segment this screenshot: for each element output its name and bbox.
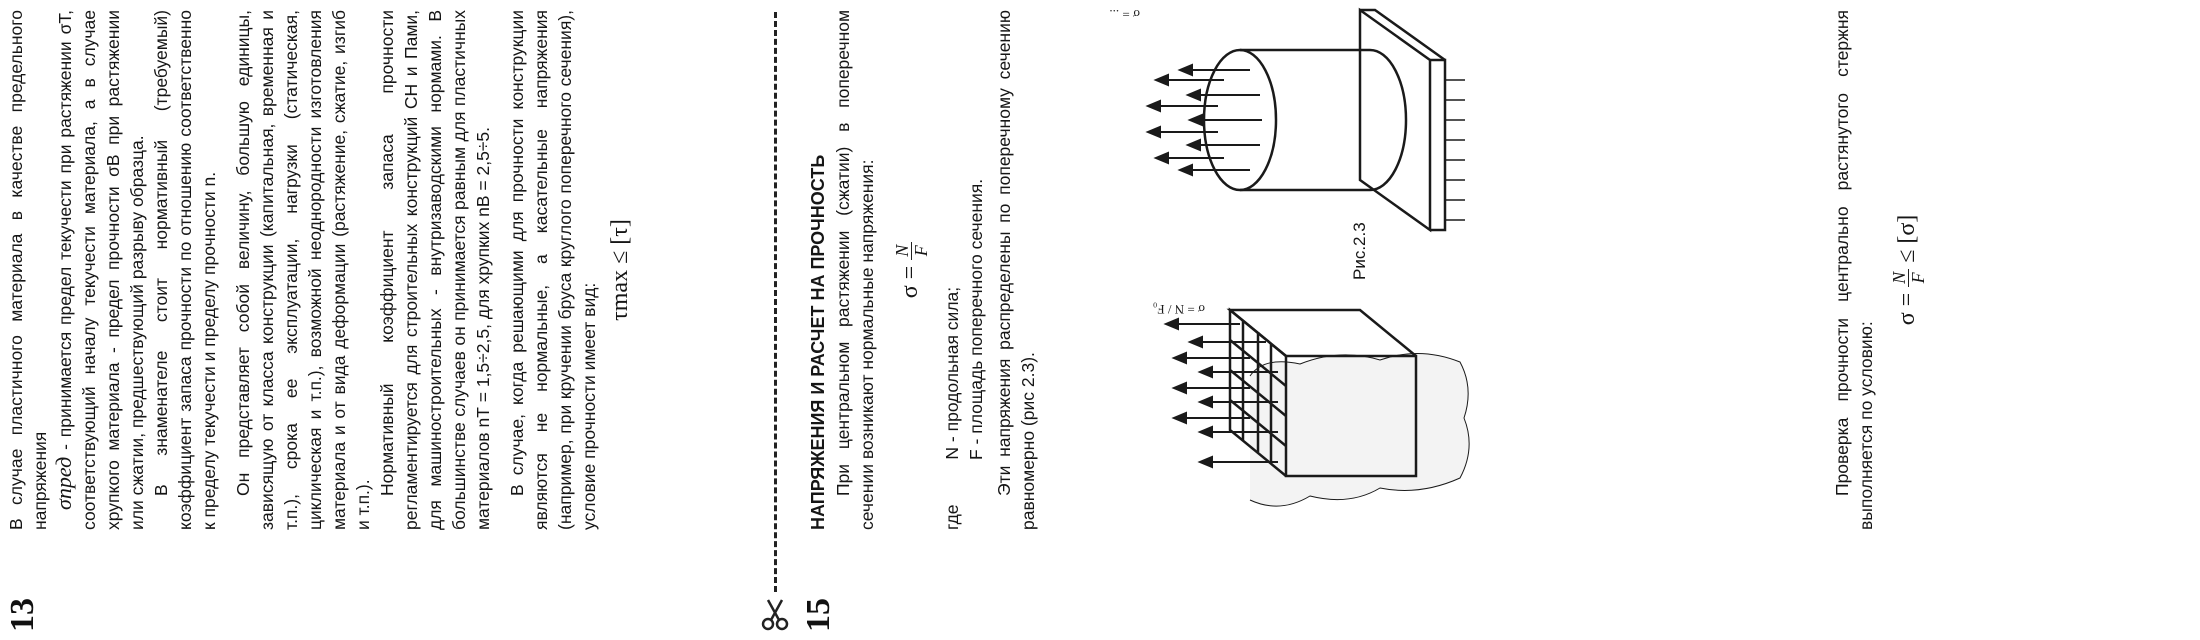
strength-condition-formula (1890, 10, 1927, 530)
definition-f: F - площадь поперечного сечения. (966, 178, 986, 460)
sigma-formula-numerator: N (893, 242, 912, 260)
block-figure (1230, 310, 1469, 506)
cylinder-arrows (1148, 65, 1262, 175)
s13-paragraph-4: Он представляет собой величину, большую единицы, зависящую от класса конструкции (капитальная, временная и т.п.), срока ее эксплуатации, нагрузки (статическая, циклическая и т.п.), возможной неоднородности изготовления материала и от вида деформации (растяжение, сжатие, изгиб и т.п.). (233, 10, 373, 530)
tau-formula: τmax ≤ [τ] (607, 219, 633, 321)
dashed-line (774, 12, 777, 592)
definition-n: N - продольная сила; (942, 286, 962, 460)
s15-paragraph-1: При центральном растяжении (сжатии) в поперечном сечении возникают нормальные напряжения: (833, 10, 877, 530)
strength-formula-denominator: F (1908, 272, 1928, 284)
s13-paragraph-3: В знаменателе стоит нормативный (требуемый) коэффициент запаса прочности по отношению соответственно к пределу текучести и пределу прочности n. (151, 10, 219, 530)
section-15-heading: НАПРЯЖЕНИЯ И РАСЧЕТ НА ПРОЧНОСТЬ (808, 154, 828, 530)
left-figure-formula: σ = N / F₀ (1152, 302, 1205, 317)
s13-paragraph-1: В случае пластичного материала в качестве предельного напряжения (6, 10, 50, 530)
strength-formula-numerator: N (1890, 269, 1909, 287)
plate-hatch (1445, 80, 1465, 220)
figure-caption: Рис.2.3 (1350, 222, 1369, 280)
section-15-number: 15 (800, 598, 837, 632)
sigma-formula (893, 10, 930, 530)
figure-2-3-drawing (1100, 0, 1520, 530)
sigma-pred-symbol: σпред (51, 456, 76, 510)
sigma-formula-denominator: F (911, 245, 931, 257)
sigma-formula-fraction (893, 242, 930, 260)
strength-formula-lhs: σ = (1894, 292, 1921, 326)
definitions (940, 10, 988, 530)
s13-paragraph-2 (52, 10, 149, 530)
s13-paragraph-6: В случае, когда решающими для прочности конструкции являются не нормальные, а касательные напряжения (например, при кручении бруса круглого поперечного сечения), условие прочности имеет вид: (507, 10, 599, 530)
cut-line (760, 12, 790, 632)
sigma-formula-lhs: σ = (897, 265, 924, 299)
s13-paragraph-5: Нормативный коэффициент запаса прочности регламентируется для строительных конструкций СН и Пами, для машиностроительных - внутризаводскими нормами. В большинстве случаев он принимается равным для пластичных материалов nТ = 1,5÷2,5, для хрупких nВ = 2,5÷5. (377, 10, 493, 530)
section-13-number: 13 (4, 598, 41, 632)
right-figure-formula: σ = ... (1109, 7, 1140, 22)
s15-paragraph-3: Проверка прочности центрально растянутого стержня выполняется по условию: (1832, 10, 1876, 530)
section-15-body (804, 10, 1040, 530)
scissors-icon (760, 598, 790, 632)
where-word: где (942, 504, 962, 530)
strength-formula-fraction (1890, 269, 1927, 287)
s15-paragraph-2: Эти напряжения распределены по поперечному сечению равномерно (рис 2.3). (994, 10, 1038, 530)
strength-formula-rhs: ≤ [σ] (1894, 214, 1921, 263)
figure-2-3 (1100, 0, 1520, 530)
s13-paragraph-2-text: - принимается предел текучести при растяжении σТ, соответствующий началу текучести материала, а в случае хрупкого материала - предел прочности σВ при растяжении или сжатии, предшествующий разрыву образца. (55, 10, 147, 530)
section-15-bottom (1830, 10, 1935, 530)
section-13-body (4, 10, 642, 530)
